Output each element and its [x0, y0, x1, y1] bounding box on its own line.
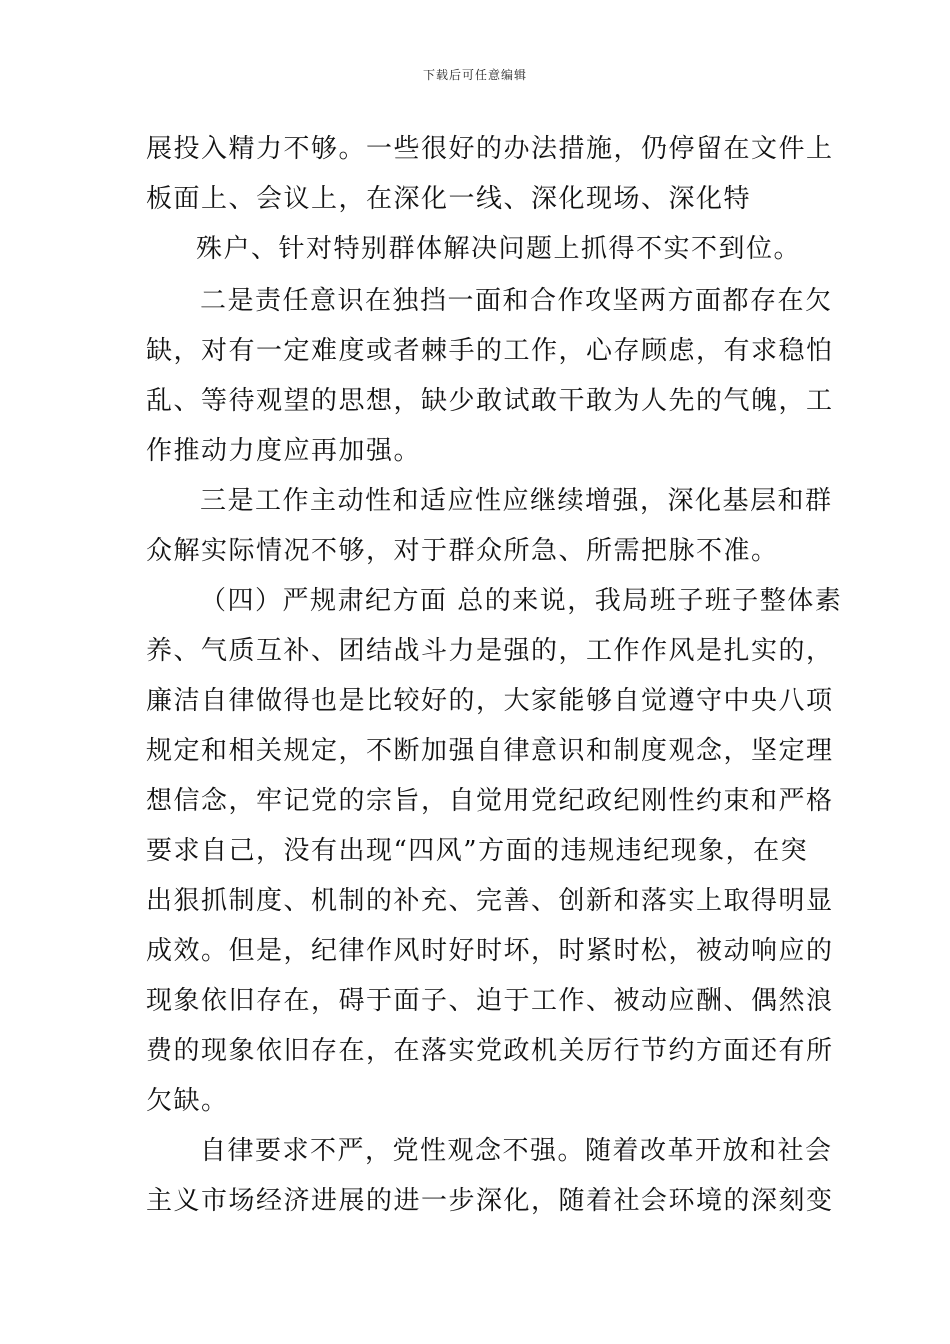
body-line: 要求自己，没有出现“四风”方面的违规违纪现象，在突 [146, 836, 809, 866]
body-line: 乱、等待观望的思想，缺少敢试敢干敢为人先的气魄，工 [146, 386, 834, 416]
body-line: 欠缺。 [146, 1086, 229, 1116]
body-line: 自律要求不严，党性观念不强。随着改革开放和社会 [200, 1136, 833, 1166]
body-line: 养、气质互补、团结战斗力是强的，工作作风是扎实的， [146, 636, 834, 666]
body-line: 众解实际情况不够，对于群众所急、所需把脉不准。 [146, 536, 779, 566]
body-line: 廉洁自律做得也是比较好的，大家能够自觉遵守中央八项 [146, 686, 834, 716]
body-line: 缺，对有一定难度或者棘手的工作，心存顾虑，有求稳怕 [146, 336, 834, 366]
body-line: 板面上、会议上，在深化一线、深化现场、深化特 [146, 184, 752, 214]
body-line: 现象依旧存在，碍于面子、迫于工作、被动应酬、偶然浪 [146, 986, 834, 1016]
body-line: 殊户、针对特别群体解决问题上抓得不实不到位。 [196, 234, 802, 264]
body-line: 想信念，牢记党的宗旨，自觉用党纪政纪刚性约束和严格 [146, 786, 834, 816]
body-line: （四）严规肃纪方面 总的来说，我局班子班子整体素 [200, 586, 843, 616]
body-line: 费的现象依旧存在，在落实党政机关厉行节约方面还有所 [146, 1036, 834, 1066]
body-line: 作推动力度应再加强。 [146, 436, 422, 466]
body-line: 三是工作主动性和适应性应继续增强，深化基层和群 [200, 486, 833, 516]
page-header: 下载后可任意编辑 [422, 68, 527, 82]
body-line: 成效。但是，纪律作风时好时坏，时紧时松，被动响应的 [146, 936, 834, 966]
body-line: 主义市场经济进展的进一步深化，随着社会环境的深刻变 [146, 1186, 834, 1216]
body-line: 出狠抓制度、机制的补充、完善、创新和落实上取得明显 [146, 886, 834, 916]
body-line: 展投入精力不够。一些很好的办法措施，仍停留在文件上 [146, 134, 834, 164]
body-line: 规定和相关规定，不断加强自律意识和制度观念，坚定理 [146, 736, 834, 766]
body-line: 二是责任意识在独挡一面和合作攻坚两方面都存在欠 [200, 286, 833, 316]
